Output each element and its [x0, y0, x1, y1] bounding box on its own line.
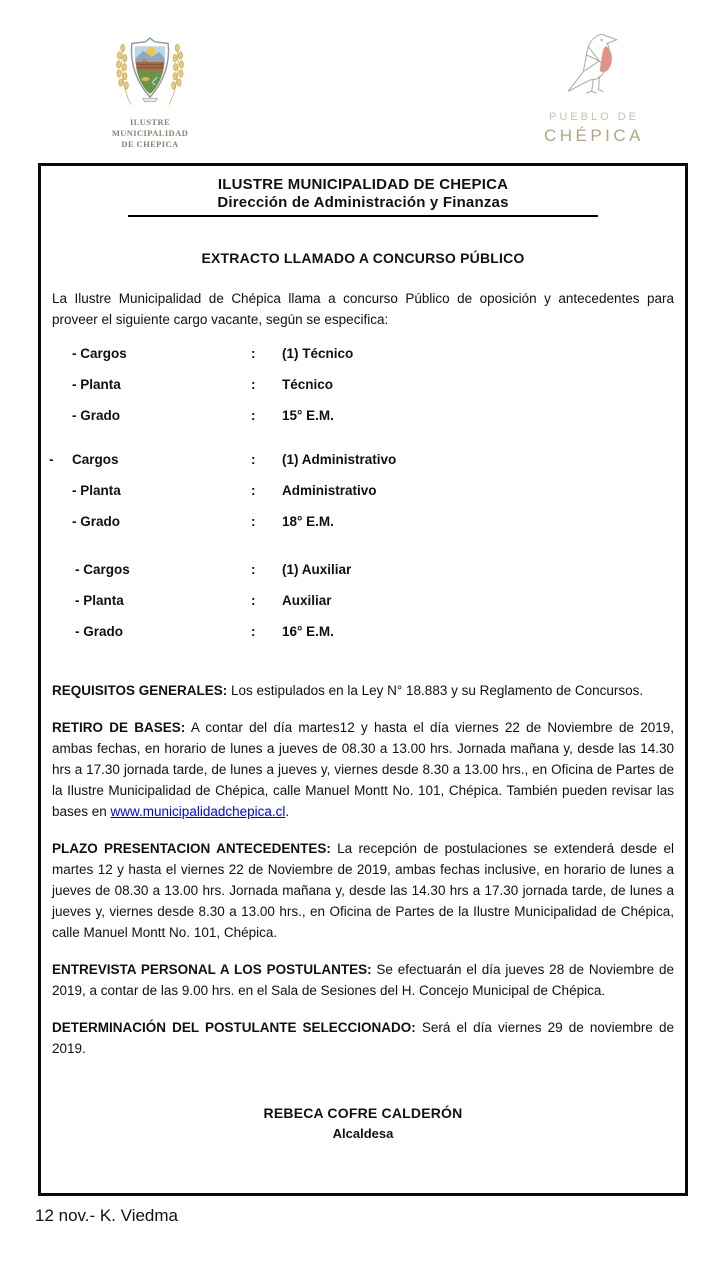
section-determinacion	[52, 1017, 674, 1059]
position-group-tecnico	[52, 345, 674, 424]
row-label: - Cargos	[75, 562, 130, 577]
position-group-auxiliar	[52, 561, 674, 640]
table-row	[49, 561, 674, 578]
row-label: - Planta	[75, 593, 124, 608]
table-row	[49, 482, 674, 499]
signature-block	[52, 1105, 674, 1141]
municipal-crest-logo	[96, 28, 204, 150]
section-body-after-link: .	[285, 804, 290, 819]
municipality-website-link[interactable]: www.municipalidadchepica.cl	[110, 804, 286, 819]
intro-paragraph: La Ilustre Municipalidad de Chépica llama a concurso Público de oposición y antecedentes para proveer el siguiente cargo vacante, según se especifica:	[52, 291, 674, 327]
header-rule	[128, 215, 598, 217]
section-plazo-presentacion	[52, 838, 674, 943]
row-colon: :	[251, 593, 256, 608]
table-row	[49, 407, 674, 424]
row-label: - Planta	[72, 377, 121, 392]
row-value: (1) Auxiliar	[282, 562, 352, 577]
row-dash	[49, 482, 72, 499]
row-colon: :	[251, 377, 256, 392]
section-retiro-de-bases	[52, 717, 674, 822]
left-logo-caption-line2: DE CHEPICA	[121, 139, 179, 149]
row-value: Auxiliar	[282, 593, 332, 608]
row-label: - Cargos	[72, 346, 127, 361]
table-row	[49, 623, 674, 640]
positions-list	[49, 345, 674, 640]
section-title: DETERMINACIÓN DEL POSTULANTE SELECCIONADO:	[52, 1020, 416, 1035]
row-label: - Grado	[75, 624, 124, 639]
section-body: A contar del día martes12 y hasta el día viernes 22 de Noviembre de 2019, ambas fechas, en horario de lunes a jueves de 08.30 a 13.00 hrs. Jornada mañana y, desde las 14.30 hrs a 17.30 jornada tarde, de lunes a jueves y, viernes desde 8.30 a 13.00 hrs., en Oficina de Partes de la Ilustre Municipalidad de Chépica, calle Manuel Montt No. 101, Chépica. También pueden revisar las bases en	[52, 720, 675, 819]
section-title: RETIRO DE BASES:	[52, 720, 186, 735]
right-logo-caption-line1: PUEBLO DE	[549, 111, 639, 123]
row-dash	[52, 623, 75, 640]
org-department: Dirección de Administración y Finanzas	[217, 194, 509, 211]
row-label: Cargos	[72, 452, 119, 467]
row-colon: :	[251, 624, 256, 639]
section-entrevista-personal	[52, 959, 674, 1001]
position-group-administrativo	[49, 451, 674, 530]
row-value: 15° E.M.	[282, 408, 334, 423]
footer-annotation: 12 nov.- K. Viedma	[35, 1206, 179, 1225]
row-colon: :	[251, 514, 256, 529]
signer-name: REBECA COFRE CALDERÓN	[263, 1105, 463, 1121]
bird-icon	[552, 26, 636, 102]
row-colon: :	[251, 452, 256, 467]
section-body: Será el día viernes 29 de noviembre de 2019.	[52, 1020, 674, 1056]
signer-role: Alcaldesa	[332, 1126, 394, 1141]
document-title: EXTRACTO LLAMADO A CONCURSO PÚBLICO	[201, 250, 525, 266]
notice-document	[38, 163, 688, 1196]
section-requisitos-generales	[52, 680, 674, 701]
org-name: ILUSTRE MUNICIPALIDAD DE CHEPICA	[217, 176, 509, 193]
shield-icon	[131, 38, 168, 102]
row-value: 18° E.M.	[282, 514, 334, 529]
section-title: PLAZO PRESENTACION ANTECEDENTES:	[52, 841, 331, 856]
row-dash	[49, 345, 72, 362]
pueblo-chepica-logo	[534, 26, 654, 146]
row-value: Técnico	[282, 377, 334, 392]
section-body: La recepción de postulaciones se extenderá desde el martes 12 y hasta el viernes 22 de Noviembre de 2019, ambas fechas inclusive, en horario de lunes a jueves de 08.30 a 13.00 hrs. Jornada mañana y, desde las 14.30 hrs a 17.30 jornada tarde, de lunes a jueves y, viernes desde 8.30 a 13.00 hrs., en Oficina de Partes de la Ilustre Municipalidad de Chépica, calle Manuel Montt No. 101, Chépica.	[52, 841, 674, 940]
row-colon: :	[251, 408, 256, 423]
row-label: - Planta	[72, 483, 121, 498]
section-title: ENTREVISTA PERSONAL A LOS POSTULANTES:	[52, 962, 372, 977]
table-row	[49, 513, 674, 530]
right-logo-caption-line2: CHÉPICA	[543, 126, 645, 145]
table-row	[49, 592, 674, 609]
row-value: (1) Administrativo	[282, 452, 397, 467]
row-value: 16° E.M.	[282, 624, 334, 639]
row-value: (1) Técnico	[282, 346, 354, 361]
row-label: - Grado	[72, 514, 121, 529]
row-colon: :	[251, 483, 256, 498]
row-dash	[49, 407, 72, 424]
row-value: Administrativo	[282, 483, 377, 498]
row-dash	[49, 513, 72, 530]
municipal-crest-icon	[100, 28, 200, 110]
table-row	[49, 345, 674, 362]
table-row	[49, 376, 674, 393]
left-logo-caption-line1: ILUSTRE MUNICIPALIDAD	[111, 117, 189, 138]
row-dash: -	[49, 452, 54, 467]
section-title: REQUISITOS GENERALES:	[52, 683, 228, 698]
section-body: Se efectuarán el día jueves 28 de Noviembre de 2019, a contar de las 9.00 hrs. en el Sala de Sesiones del H. Concejo Municipal de Chépica.	[52, 962, 674, 998]
row-dash	[52, 592, 75, 609]
sections	[52, 680, 674, 1059]
row-dash	[49, 376, 72, 393]
row-dash	[52, 561, 75, 578]
row-label: - Grado	[72, 408, 121, 423]
section-body: Los estipulados en la Ley N° 18.883 y su Reglamento de Concursos.	[227, 683, 644, 698]
row-colon: :	[251, 346, 256, 361]
row-colon: :	[251, 562, 256, 577]
table-row	[49, 451, 674, 468]
